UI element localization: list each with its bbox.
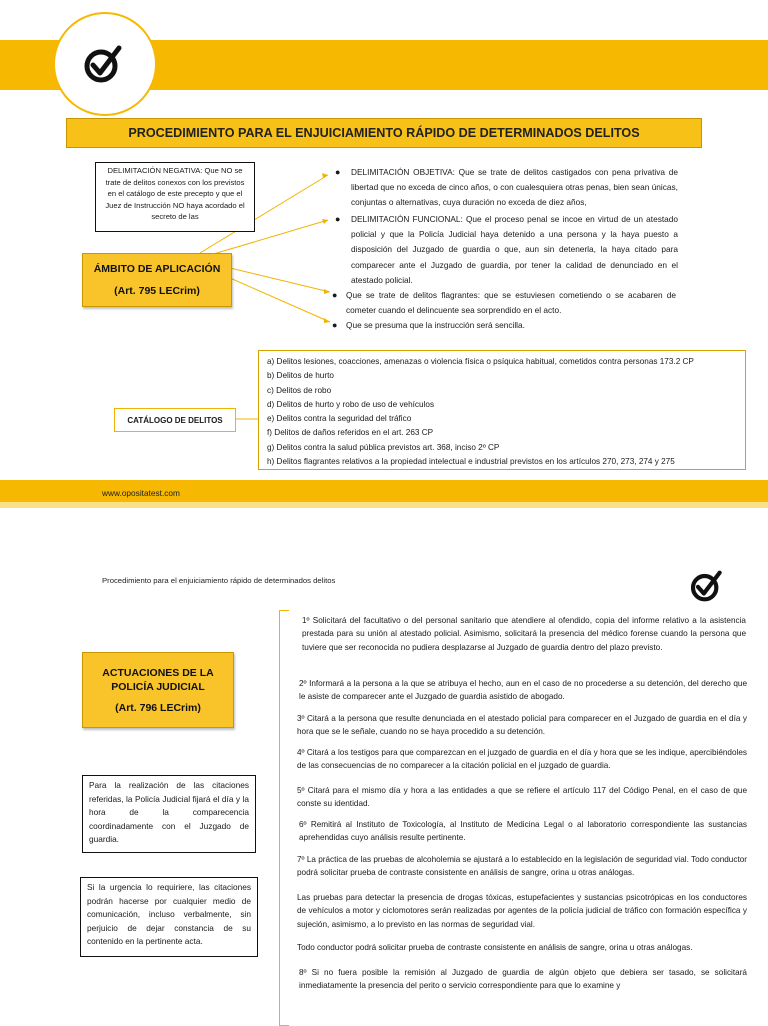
list-item: 3º Citará a la persona que resulte denunciada en el atestado policial para comparecer en el Juzgado de guardia en el día y hora que se le señale, cuando no se haya procedido a su detención. xyxy=(297,714,747,737)
page-title: PROCEDIMIENTO PARA EL ENJUICIAMIENTO RÁPIDO DE DETERMINADOS DELITOS xyxy=(66,118,702,148)
list-item: g) Delitos contra la salud pública previstos art. 368, inciso 2º CP xyxy=(267,442,500,452)
list-item: 8º Si no fuera posible la remisión al Juzgado de guardia de algún objeto que debiera ser tasado, se solicitará inmediatamente la presencia del perito o servicio correspondiente para que lo examine y xyxy=(299,968,747,991)
list-item: Las pruebas para detectar la presencia de drogas tóxicas, estupefacientes y sustancias psicotrópicas en los conductores de vehículos a motor y ciclomotores serán realizadas por agentes de la policía judicial de tráfico con formación específica y sujeción, asimismo, a lo previsto en las normas de seguridad vial. xyxy=(297,893,747,929)
list-item: f) Delitos de daños referidos en el art. 263 CP xyxy=(267,428,434,438)
bullet-item: ● Que se trate de delitos flagrantes: que se estuviesen cometiendo o se acabaren de cometer cuando el delincuente sea sorprendido en el acto. xyxy=(332,290,676,316)
actuaciones-article: (Art. 796 LECrim) xyxy=(115,702,201,714)
actuaciones-label: ACTUACIONES DE LA POLICÍA JUDICIAL xyxy=(102,667,214,693)
bullet-item: ● Que se presuma que la instrucción será sencilla. xyxy=(332,320,525,330)
list-item: d) Delitos de hurto y robo de uso de vehículos xyxy=(267,399,435,409)
catalog-list xyxy=(258,350,746,470)
check-circle-icon xyxy=(688,566,728,606)
negative-delimitation-note: DELIMITACIÓN NEGATIVA: Que NO se trate de delitos conexos con los previstos en el catálogo de este precepto y que el Juez de Instrucción NO haya acordado el secreto de las xyxy=(95,162,255,232)
list-item: h) Delitos flagrantes relativos a la propiedad intelectual e industrial previstos en los artículos 270, 273, 274 y 275 xyxy=(267,457,675,467)
citation-note: Para la realización de las citaciones referidas, la Policía Judicial fijará el día y la hora de la comparecencia coordinadamente con el Juzgado de guardia. xyxy=(82,775,256,853)
list-item: 5º Citará para el mismo día y hora a las entidades a que se refiere el artículo 117 del Código Penal, en el caso de que conste su identidad. xyxy=(297,786,747,809)
list-item: 1º Solicitará del facultativo o del personal sanitario que atendiere al ofendido, copia del informe relativo a la asistencia prestada para su unión al atestado policial. Asimismo, solicitará la presencia del médico forense cuando la persona que tuviere que ser reconocida no pudiera desplazarse al Juzgado de guardia dentro del plazo previsto. xyxy=(302,616,746,652)
footer-band-thin xyxy=(0,502,768,508)
urgency-note: Si la urgencia lo requiriere, las citaciones podrán hacerse por cualquier medio de comunicación, incluso verbalmente, sin perjuicio de dejar constancia de su contenido en la pertinente acta. xyxy=(80,877,258,957)
actuaciones-box xyxy=(82,652,234,728)
ambito-article: (Art. 795 LECrim) xyxy=(114,285,200,297)
list-item: b) Delitos de hurto xyxy=(267,371,334,381)
list-item: Todo conductor podrá solicitar prueba de contraste consistente en análisis de sangre, orina u otras análogas. xyxy=(297,943,693,952)
list-item: e) Delitos contra la seguridad del tráfico xyxy=(267,414,412,424)
page2-header: Procedimiento para el enjuiciamiento rápido de determinados delitos xyxy=(102,576,336,585)
list-item: 2º Informará a la persona a la que se atribuya el hecho, aun en el caso de no procederse a su detención, del derecho que le asiste de comparecer ante el Juzgado de guardia asistido de abogado. xyxy=(299,679,747,702)
ambito-box xyxy=(82,253,232,307)
items-bracket xyxy=(279,610,289,1026)
list-item: a) Delitos lesiones, coacciones, amenazas o violencia física o psíquica habitual, cometidos contra personas 173.2 CP xyxy=(267,357,694,366)
footer-url[interactable]: www.opositatest.com xyxy=(102,488,180,498)
bullet-item: ● DELIMITACIÓN OBJETIVA: Que se trate de delitos castigados con pena privativa de libertad que no exceda de cinco años, o con cualesquiera otras penas, bien sean únicas, conjuntas o alternativas, cuya duración no exceda de diez años, xyxy=(335,167,678,208)
catalog-label-box: CATÁLOGO DE DELITOS xyxy=(114,408,236,432)
ambito-label: ÁMBITO DE APLICACIÓN xyxy=(93,263,221,275)
list-item: 6º Remitirá al Instituto de Toxicología, al Instituto de Medicina Legal o al laboratorio correspondiente las sustancias aprehendidas cuyo análisis resulte pertinente. xyxy=(299,820,747,843)
list-item: 4º Citará a los testigos para que comparezcan en el juzgado de guardia en el día y hora que se les indique, apercibiéndoles de las consecuencias de no comparecer a la citación policial en el juzgado de guardia. xyxy=(297,748,747,771)
list-item: 7º La práctica de las pruebas de alcoholemia se ajustará a lo establecido en la legislación de seguridad vial. Todo conductor podrá solicitar prueba de contraste consistente en análisis de sangre, orina u otras análogas. xyxy=(297,855,747,878)
list-item: c) Delitos de robo xyxy=(267,385,332,395)
bullet-item: ● DELIMITACIÓN FUNCIONAL: Que el proceso penal se incoe en virtud de un atestado policial y que la Policía Judicial haya detenido a una persona y la haya puesto a disposición del Juzgado de guardia o que, aun sin detenerla, la haya citado para comparecer ante el Juzgado de guardia, por tener la calidad de denunciado en el atestado policial. xyxy=(335,214,678,285)
